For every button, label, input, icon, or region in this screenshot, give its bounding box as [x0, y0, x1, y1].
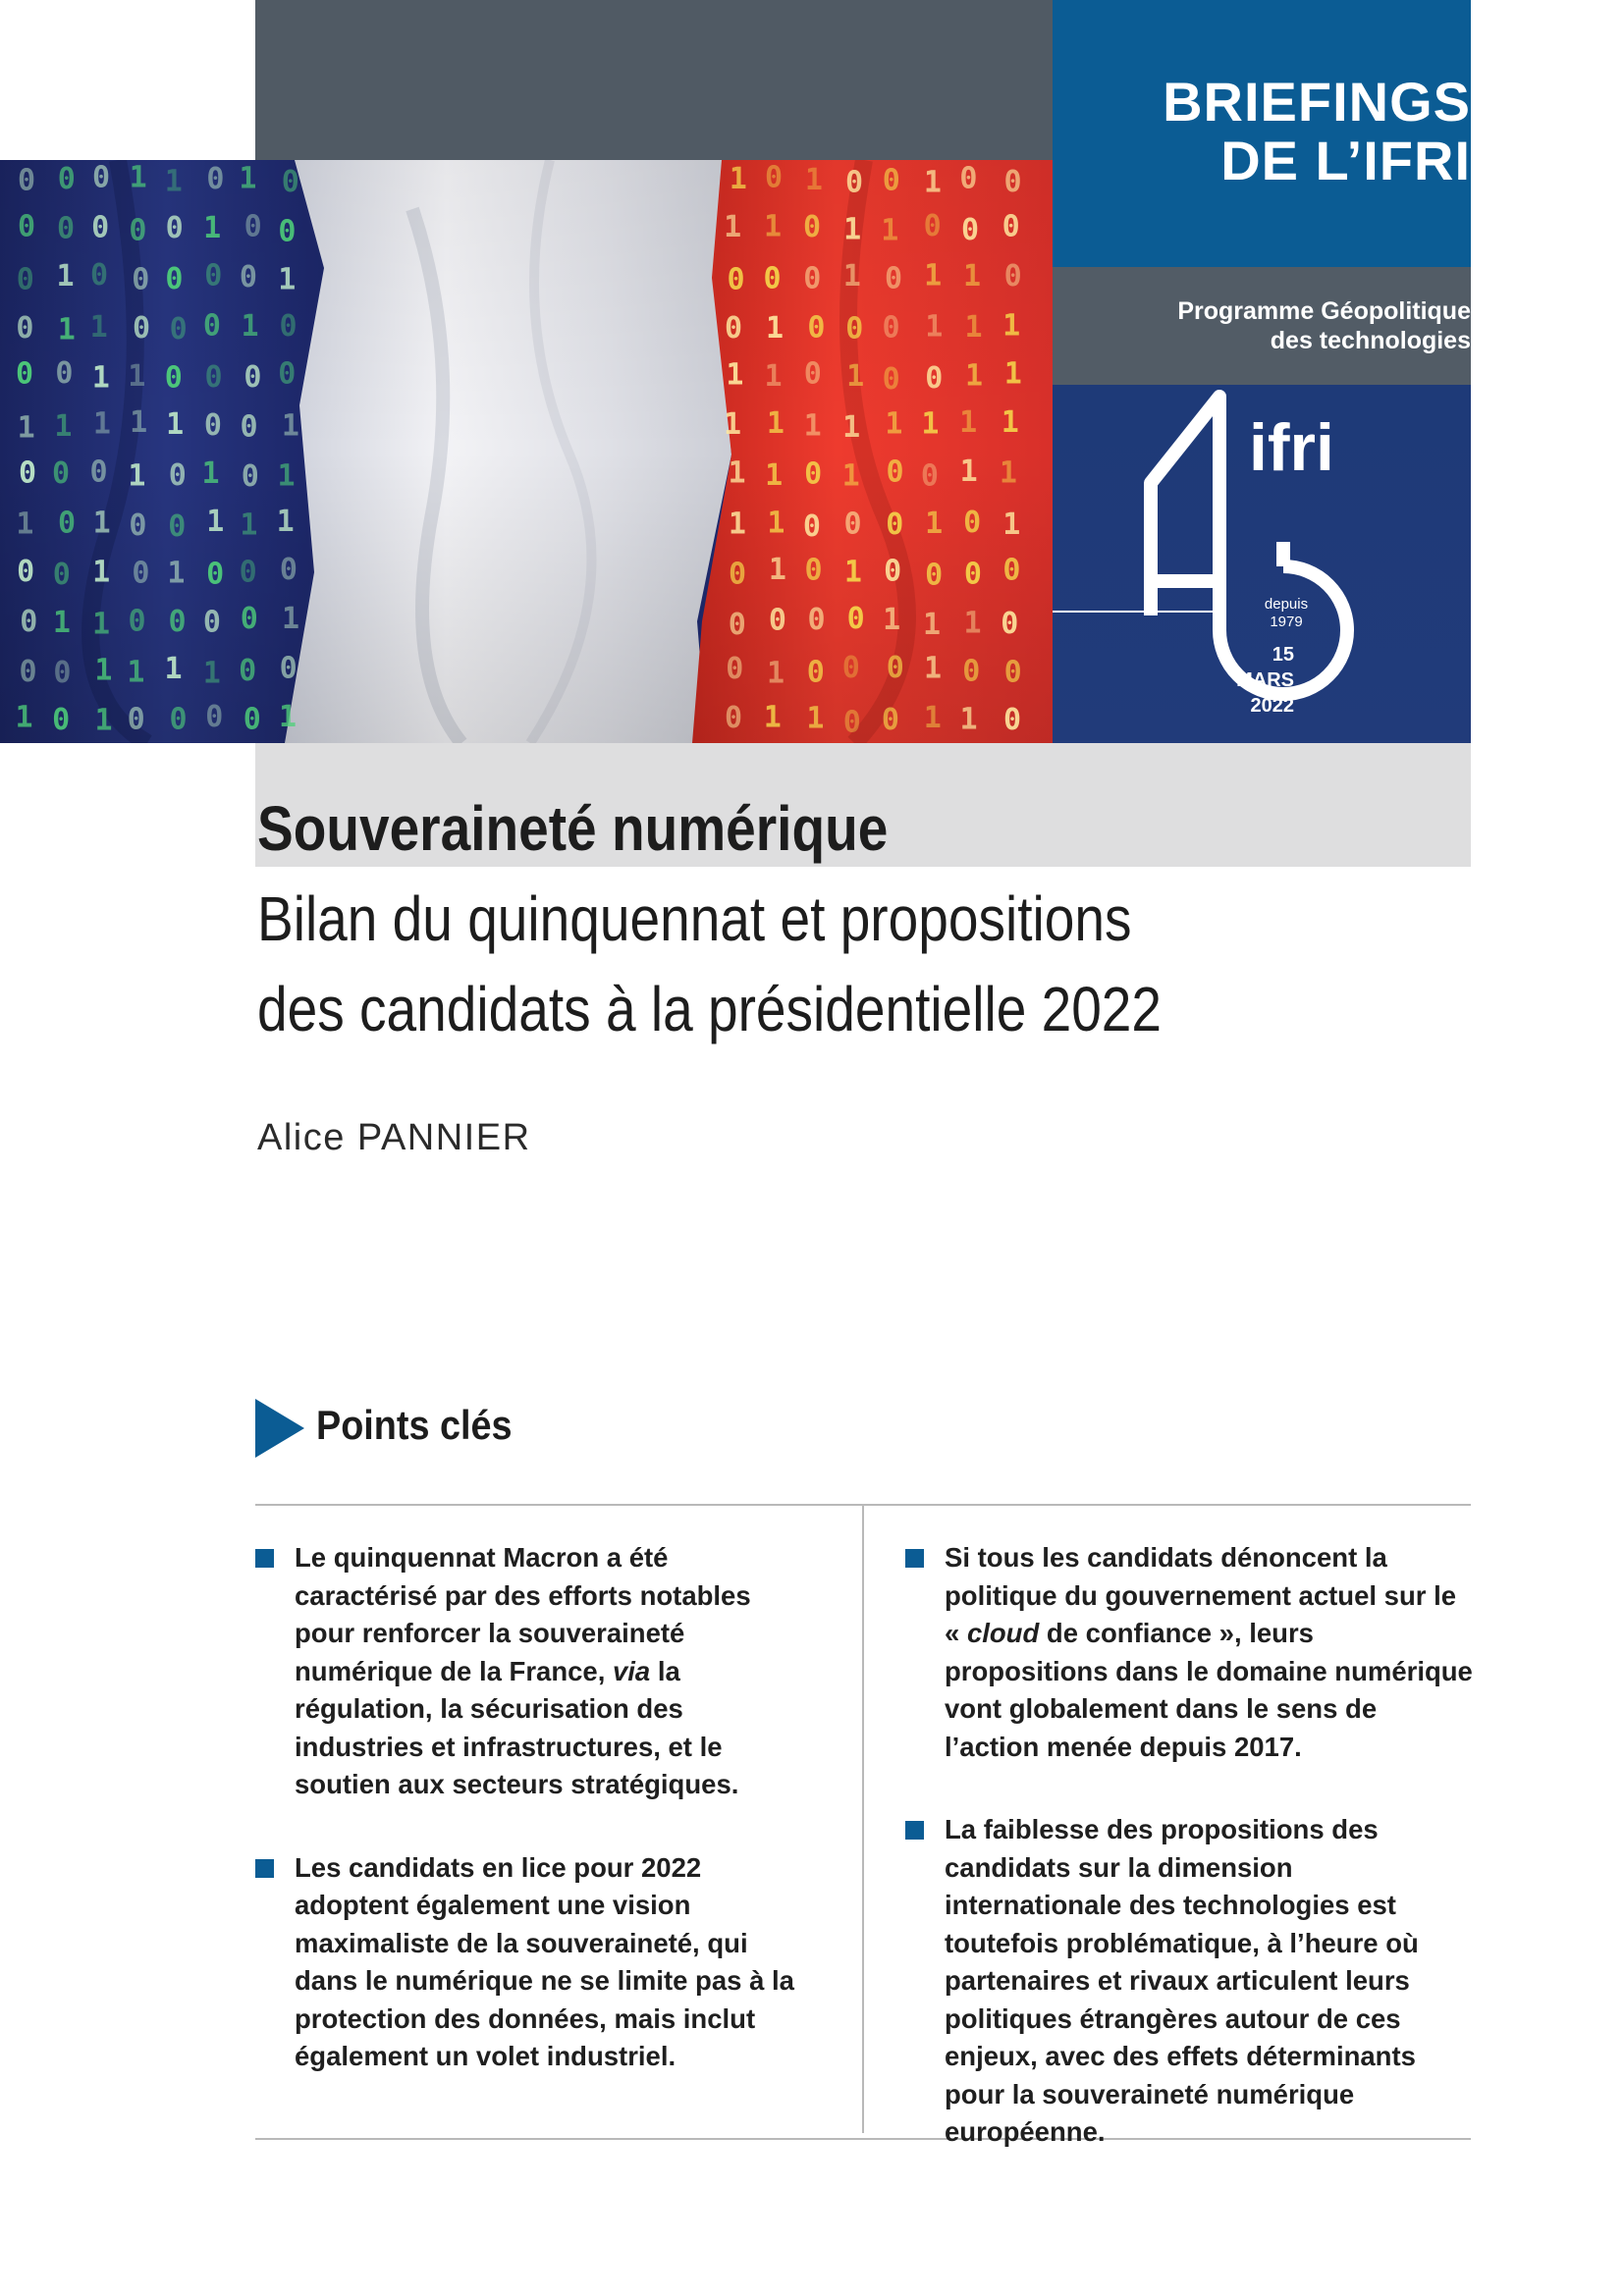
publication-date — [1151, 642, 1294, 719]
binary-digit: 1 — [17, 410, 35, 446]
binary-digit: 0 — [132, 310, 151, 346]
binary-digit: 0 — [728, 607, 746, 642]
binary-digit: 1 — [92, 506, 111, 541]
binary-digit: 0 — [886, 454, 904, 490]
binary-digit: 1 — [164, 651, 183, 686]
binary-digit: 0 — [1003, 258, 1022, 294]
binary-digit: 0 — [19, 654, 37, 689]
binary-digit: 0 — [165, 261, 184, 296]
binary-digit: 0 — [845, 165, 864, 200]
date-year: 2022 — [1250, 695, 1294, 717]
binary-digit: 1 — [843, 212, 862, 247]
binary-digit: 0 — [726, 651, 744, 686]
binary-digit: 0 — [244, 360, 262, 396]
binary-digit: 0 — [803, 261, 822, 296]
binary-digit: 1 — [52, 606, 71, 641]
date-divider — [1053, 611, 1222, 613]
binary-digit: 0 — [53, 655, 72, 690]
binary-digit: 0 — [202, 308, 221, 344]
binary-digit: 1 — [766, 406, 785, 442]
binary-digit: 0 — [241, 459, 259, 495]
binary-digit: 0 — [239, 555, 257, 590]
binary-digit: 0 — [204, 258, 223, 294]
french-flag-binary-image — [0, 160, 1053, 743]
binary-digit: 0 — [52, 703, 71, 738]
binary-digit: 0 — [55, 356, 74, 392]
binary-digit: 1 — [281, 408, 299, 444]
binary-digit: 0 — [18, 209, 36, 244]
binary-digit: 1 — [767, 506, 785, 541]
binary-digit: 0 — [202, 605, 221, 640]
binary-digit: 1 — [842, 410, 861, 446]
binary-digit: 0 — [16, 356, 34, 392]
binary-digit: 0 — [842, 705, 861, 740]
date-day: 15 — [1272, 644, 1294, 666]
binary-digit: 1 — [728, 455, 746, 491]
binary-digit: 0 — [1002, 703, 1022, 738]
binary-digit: 1 — [281, 602, 300, 637]
ifri-logo-text: ifri — [1249, 410, 1334, 485]
binary-digit: 0 — [886, 507, 904, 543]
binary-digit: 0 — [963, 506, 982, 541]
binary-digit: 1 — [766, 310, 785, 346]
binary-digit: 0 — [881, 702, 899, 737]
program-line2: des technologies — [1270, 327, 1471, 354]
binary-digit: 1 — [925, 309, 944, 345]
binary-digit: 1 — [56, 258, 75, 294]
binary-digit: 0 — [57, 161, 76, 196]
program-block — [1053, 267, 1471, 385]
key-point-text: Si tous les candidats dénoncent la politique du gouvernement actuel sur le « cloud de confiance », leurs propositions dans le domaine numérique vont globalement dans le sens de l’action menée depuis 2017. — [945, 1542, 1473, 1762]
binary-digit: 0 — [882, 361, 900, 397]
binary-digit: 1 — [923, 165, 942, 200]
binary-digit: 0 — [804, 456, 823, 492]
binary-digit: 1 — [1002, 308, 1021, 344]
binary-digit: 0 — [279, 553, 298, 588]
document-title: Souveraineté numérique — [257, 793, 889, 864]
subtitle-line1: Bilan du quinquennat et propositions — [257, 883, 1132, 954]
binary-digit: 0 — [961, 213, 980, 248]
binary-digit: 0 — [803, 356, 822, 392]
binary-digit: 0 — [169, 702, 188, 737]
binary-digit: 1 — [15, 700, 33, 735]
binary-digit: 0 — [279, 651, 298, 686]
binary-digit: 0 — [204, 359, 223, 395]
binary-digit: 1 — [724, 406, 742, 442]
program-line1: Programme Géopolitique — [1177, 297, 1471, 325]
key-point — [255, 1539, 817, 1804]
binary-digit: 0 — [765, 160, 784, 195]
binary-digit: 1 — [924, 258, 943, 294]
binary-digit: 0 — [807, 310, 826, 346]
series-brand-block — [1053, 0, 1471, 267]
binary-digit: 0 — [959, 161, 978, 196]
key-point-text: Les candidats en lice pour 2022 adoptent également une vision maximaliste de la souveraineté, qui dans le numérique ne se limite pas à la protection des données, mais inclut également un volet industriel. — [295, 1851, 794, 2071]
binary-digit: 1 — [89, 309, 108, 345]
binary-digit: 0 — [802, 508, 821, 544]
binary-digit: 0 — [802, 209, 822, 244]
binary-digit: 1 — [1003, 356, 1022, 392]
binary-digit: 0 — [925, 360, 944, 396]
binary-digit: 0 — [885, 261, 903, 296]
binary-digit: 1 — [127, 655, 145, 690]
binary-digit: 0 — [804, 553, 823, 588]
binary-digit: 1 — [959, 454, 978, 490]
binary-digit: 0 — [16, 262, 34, 297]
binary-digit: 1 — [94, 653, 113, 688]
flag-illustration — [0, 160, 1053, 743]
key-points-right-column — [905, 1539, 1475, 2197]
binary-digit: 1 — [843, 555, 862, 590]
binary-digit: 0 — [132, 262, 150, 297]
binary-digit: 0 — [807, 603, 826, 638]
binary-digit: 1 — [804, 163, 823, 198]
binary-digit: 1 — [959, 702, 978, 737]
logo-block — [1053, 385, 1471, 743]
binary-digit: 0 — [806, 655, 825, 690]
series-title-line2: DE L’IFRI — [1220, 130, 1471, 191]
binary-digit: 0 — [165, 211, 184, 246]
binary-digit: 1 — [201, 455, 220, 491]
binary-digit: 1 — [129, 160, 147, 195]
binary-digit: 0 — [205, 700, 224, 735]
key-point-text: Le quinquennat Macron a été caractérisé par des efforts notables pour renforcer la souveraineté numérique de la France, via la régulation, la sécurisation des industries et infrastructures, et le soutien aux secteurs stratégiques. — [295, 1542, 751, 1799]
binary-digit: 1 — [923, 651, 943, 686]
binary-digit: 1 — [276, 504, 295, 539]
binary-digit: 1 — [841, 458, 860, 494]
binary-digit: 1 — [91, 360, 110, 396]
binary-digit: 0 — [19, 455, 37, 491]
binary-digit: 0 — [57, 506, 77, 541]
play-arrow-icon — [255, 1399, 304, 1458]
binary-digit: 0 — [763, 261, 782, 296]
binary-digit: 0 — [169, 311, 188, 347]
binary-digit: 0 — [17, 555, 35, 590]
binary-digit: 0 — [1003, 164, 1022, 199]
binary-digit: 0 — [725, 311, 743, 347]
binary-digit: 0 — [845, 311, 864, 347]
binary-digit: 0 — [1002, 553, 1021, 588]
binary-digit: 1 — [923, 607, 942, 642]
binary-digit: 1 — [764, 358, 783, 394]
binary-digit: 1 — [964, 358, 984, 394]
binary-digit: 1 — [885, 406, 903, 442]
binary-digit: 0 — [16, 311, 34, 347]
binary-digit: 0 — [168, 458, 187, 494]
key-points-heading: Points clés — [316, 1402, 513, 1448]
binary-digit: 0 — [91, 160, 111, 195]
binary-digit: 0 — [281, 164, 299, 199]
binary-digit: 1 — [763, 209, 783, 244]
binary-digit: 1 — [203, 211, 222, 246]
binary-digit: 0 — [17, 163, 36, 198]
binary-digit: 0 — [20, 604, 38, 639]
binary-digit: 0 — [963, 557, 982, 592]
binary-digit: 1 — [921, 406, 940, 442]
binary-digit: 0 — [132, 556, 150, 591]
binary-digit: 0 — [57, 211, 76, 246]
binary-digit: 1 — [765, 457, 784, 493]
binary-digit: 1 — [128, 458, 146, 494]
binary-digit: 1 — [766, 656, 785, 691]
binary-digit: 1 — [278, 700, 298, 735]
binary-digit: 0 — [52, 557, 71, 592]
binary-digit: 0 — [729, 557, 747, 592]
binary-digit: 0 — [279, 309, 298, 345]
binary-digit: 1 — [724, 209, 742, 244]
binary-digit: 0 — [278, 356, 297, 392]
key-points-left-column — [255, 1539, 817, 2121]
binary-digit: 1 — [240, 507, 258, 543]
binary-digit: 0 — [239, 653, 257, 688]
binary-digit: 1 — [768, 553, 786, 588]
binary-digit: 0 — [243, 702, 261, 737]
binary-digit: 1 — [277, 458, 296, 494]
binary-digit: 0 — [127, 702, 145, 737]
binary-digit: 0 — [164, 360, 183, 396]
binary-digit: 0 — [168, 508, 187, 544]
binary-digit: 1 — [241, 308, 259, 344]
binary-digit: 0 — [240, 409, 258, 445]
author-name: Alice PANNIER — [257, 1117, 531, 1158]
binary-digit: 1 — [54, 409, 73, 445]
binary-digit: 1 — [1001, 405, 1019, 441]
binary-digit: 1 — [167, 556, 186, 591]
binary-digit: 0 — [244, 209, 262, 244]
binary-digit: 1 — [883, 603, 901, 638]
binary-digit: 0 — [52, 456, 71, 492]
key-point — [905, 1539, 1475, 1766]
bullet-square-icon — [905, 1821, 924, 1840]
binary-digit: 1 — [728, 507, 746, 542]
binary-digit: 1 — [206, 505, 225, 540]
column-divider — [862, 1505, 864, 2133]
binary-digit: 1 — [202, 656, 221, 691]
binary-digit: 1 — [128, 359, 146, 395]
binary-digit: 0 — [882, 163, 900, 198]
binary-digit: 0 — [89, 454, 108, 490]
binary-digit: 0 — [886, 651, 904, 686]
bullet-square-icon — [255, 1549, 274, 1568]
binary-digit: 1 — [923, 701, 942, 736]
binary-digit: 0 — [925, 558, 944, 593]
binary-digit: 0 — [1001, 606, 1019, 641]
binary-digit: 0 — [91, 210, 110, 245]
binary-digit: 1 — [91, 607, 111, 642]
binary-digit: 1 — [925, 506, 944, 541]
series-title — [1053, 73, 1471, 190]
binary-digit: 0 — [920, 458, 939, 494]
binary-digit: 1 — [999, 455, 1017, 491]
binary-digit: 0 — [168, 605, 187, 640]
program-name — [1177, 296, 1471, 355]
key-point-text: La faiblesse des propositions des candidats sur la dimension internationale des technologies est toutefois problématique, à l’heure où partenaires et rivaux articulent leurs politiques étrangères autour de ces enjeux, avec des effets déterminants pour la souveraineté numérique européenne. — [945, 1814, 1419, 2147]
binary-digit: 1 — [1002, 507, 1021, 542]
binary-digit: 1 — [16, 507, 34, 542]
header-gray-bar — [255, 0, 1053, 160]
binary-digit: 0 — [843, 507, 862, 542]
binary-digit: 1 — [94, 703, 113, 738]
binary-digit: 1 — [763, 700, 782, 735]
key-point — [255, 1849, 817, 2076]
binary-digit: 1 — [57, 312, 76, 347]
binary-digit: 1 — [130, 405, 148, 441]
binary-digit: 1 — [806, 701, 825, 736]
binary-digit: 0 — [846, 602, 865, 637]
binary-digit: 1 — [842, 258, 861, 294]
binary-digit: 1 — [963, 259, 982, 294]
date-month: MARS — [1236, 669, 1294, 691]
binary-digit: 1 — [164, 164, 183, 199]
binary-digit: 0 — [89, 258, 109, 294]
binary-digit: 1 — [729, 161, 747, 196]
binary-digit: 0 — [240, 602, 258, 637]
binary-digit: 0 — [727, 262, 745, 297]
binary-digit: 0 — [206, 557, 225, 592]
binary-digit: 1 — [166, 406, 185, 442]
binary-digit: 1 — [846, 359, 865, 395]
binary-digit: 0 — [724, 700, 743, 735]
document-subtitle — [257, 874, 1162, 1054]
binary-digit: 1 — [964, 310, 983, 346]
binary-digit: 0 — [882, 310, 900, 346]
binary-digit: 0 — [841, 651, 860, 686]
binary-digit: 0 — [768, 603, 786, 638]
binary-digit: 0 — [129, 213, 147, 248]
binary-digit: 1 — [726, 357, 744, 393]
binary-digit: 0 — [239, 259, 257, 294]
bullet-square-icon — [905, 1549, 924, 1568]
binary-digit: 0 — [129, 507, 147, 543]
binary-digit: 0 — [203, 407, 222, 443]
binary-digit: 1 — [803, 408, 822, 444]
subtitle-line2: des candidats à la présidentielle 2022 — [257, 974, 1163, 1044]
binary-digit: 0 — [884, 554, 902, 589]
binary-digit: 0 — [1001, 209, 1020, 244]
binary-digit: 0 — [1003, 655, 1022, 690]
binary-digit: 0 — [923, 209, 942, 244]
binary-digit: 1 — [92, 406, 111, 442]
key-point — [905, 1811, 1475, 2152]
bullet-square-icon — [255, 1859, 274, 1878]
binary-digit: 1 — [963, 606, 982, 641]
binary-digit: 0 — [128, 604, 146, 639]
binary-digit: 1 — [881, 213, 899, 248]
logo-since-label: depuis — [1264, 596, 1309, 613]
binary-digit: 1 — [92, 555, 111, 590]
series-title-line1: BRIEFINGS — [1163, 71, 1471, 133]
binary-digit: 0 — [206, 162, 225, 197]
binary-digit: 0 — [962, 654, 981, 689]
binary-digit: 1 — [959, 405, 978, 441]
logo-since-year: 1979 — [1270, 614, 1303, 630]
binary-digit: 0 — [278, 214, 297, 249]
binary-digit: 1 — [278, 262, 297, 297]
binary-digit: 1 — [239, 161, 257, 196]
